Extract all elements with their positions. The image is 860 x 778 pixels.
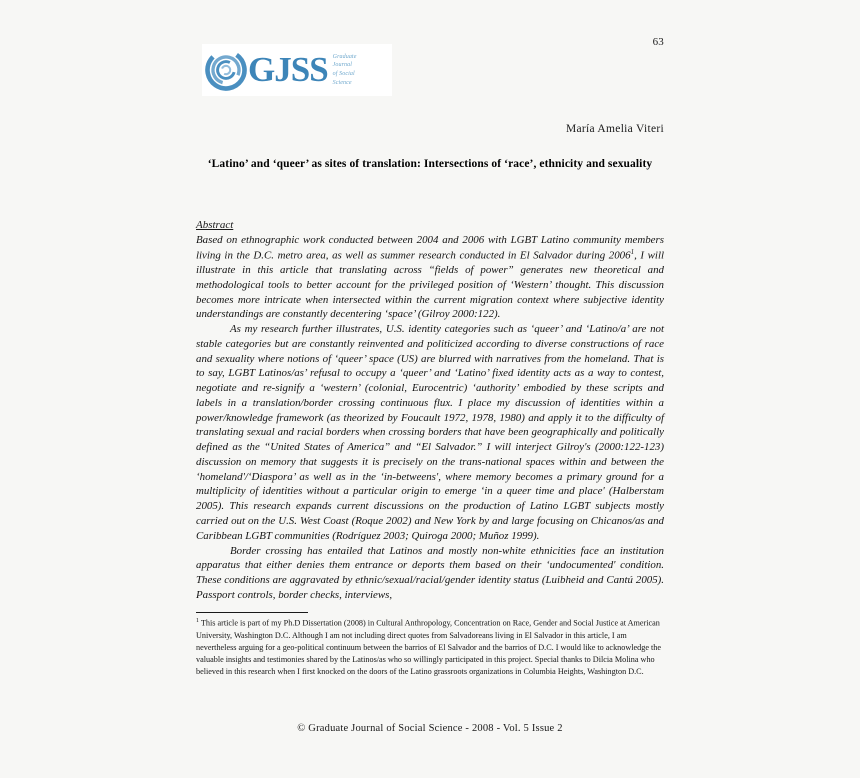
abstract-paragraph-1-part-a: Based on ethnographic work conducted between 2004 and 2006 with LGBT Latino community members living in the D.C. metro area, as well as summer research conducted in El Salvador during 2006 bbox=[196, 233, 664, 262]
abstract-paragraph-2: As my research further illustrates, U.S. identity categories such as ‘queer’ and ‘Latino/a’ are not stable categories but are constantly reinvented and politicized according to diverse constructions of race and sexuality where notions of ‘queer’ space (US) are blurred with narratives from the homeland. That is to say, LGBT Latinos/as’ refusal to occupy a ‘queer’ and ‘Latino’ fixed identity acts as a way to contest, negotiate and re-signify a ‘western’ (colonial, Eurocentric) ‘authority’ embodied by these scripts and labels in a translation/border crossing continuous flux. I place my discussion of identities within a power/knowledge framework (as theorized by Foucault 1972, 1978, 1980) and apply it to the difficulty of translating sexual and racial borders when crossing borders that have been geographically and politically defined as the “United States of America” and “El Salvador.” I will interject Gilroy's (2000:122-123) discussion on memory that suggests it is precisely on the trans-national spaces within and between the ‘homeland'/‘Diaspora’ as well as in the ‘in-betweens', where memory becomes a primary ground for a multiplicity of identities without a particular origin to emerge ‘in a queer time and place' (Halberstam 2005). This research expands current discussions on the production of Latino LGBT subjects mostly carried out on the U.S. West Coast (Roque 2002) and New York by and large focusing on Chicanos/as and Caribbean LGBT communities (Rodríguez 2003; Quiroga 2000; Muñoz 1999). bbox=[196, 323, 664, 542]
abstract-paragraph-1-part-b: , I will illustrate in this article that translating across “fields of power” generates new theoretical and methodological tools to better account for the privileged position of ‘Western’ thought. This discussion becomes more intricate when intersected within the current migration context where subjective identity understandings are constantly decentering ‘space’ (Gilroy 2000:122). bbox=[196, 249, 664, 321]
page-number: 63 bbox=[652, 36, 664, 48]
page-footer: © Graduate Journal of Social Science - 2008 - Vol. 5 Issue 2 bbox=[297, 723, 563, 734]
journal-tagline bbox=[333, 53, 357, 88]
footnote-body bbox=[196, 617, 664, 678]
tagline-line-3: of Social bbox=[332, 71, 355, 77]
page-content-column bbox=[196, 0, 664, 778]
footnote-reference-marker: 1 bbox=[630, 247, 635, 256]
footnote-section bbox=[196, 612, 664, 678]
page-title: ‘Latino’ and ‘queer’ as sites of translation: Intersections of ‘race’, ethnicity and sexuality bbox=[207, 158, 653, 170]
abstract-paragraph-3: Border crossing has entailed that Latinos and mostly non-white ethnicities face an institution apparatus that either denies them entrance or deports them based on their ‘undocumented' condition. These conditions are aggravated by ethnic/sexual/racial/gender identity status (Luibheid and Cantú 2005). Passport controls, border checks, interviews, bbox=[196, 544, 664, 601]
abstract-paragraph-1 bbox=[196, 233, 664, 322]
gjss-spiral-logo-icon bbox=[205, 49, 247, 91]
tagline-line-2: Journal bbox=[332, 62, 353, 69]
journal-masthead bbox=[202, 44, 392, 96]
footnote-content: This article is part of my Ph.D Dissertation (2008) in Cultural Anthropology, Concentration on Race, Gender and Social Justice at American University, Washington D.C. Although I am not including direct quotes from Salvadoreans living in El Salvador in this article, I am nevertheless arguing for a geo-political continuum between the barrios of El Salvador and the barrios of D.C. I would like to acknowledge the valuable insights and testimonies shared by the Latinos/as who so willingly participated in this project. Special thanks to Dilcia Molina who believed in this research when I first knocked on the doors of the Latino grassroots organizations in Columbia Heights, Washington D.C. bbox=[196, 618, 662, 677]
abstract-heading: Abstract bbox=[196, 219, 234, 231]
footnote-separator-rule bbox=[196, 612, 308, 613]
tagline-line-4: Science bbox=[332, 79, 352, 86]
abstract-section bbox=[196, 218, 664, 603]
footnote-number: 1 bbox=[196, 618, 199, 624]
journal-wordmark: GJSS bbox=[248, 49, 328, 89]
author-byline: María Amelia Viteri bbox=[565, 123, 664, 135]
tagline-line-1: Graduate bbox=[332, 53, 357, 60]
